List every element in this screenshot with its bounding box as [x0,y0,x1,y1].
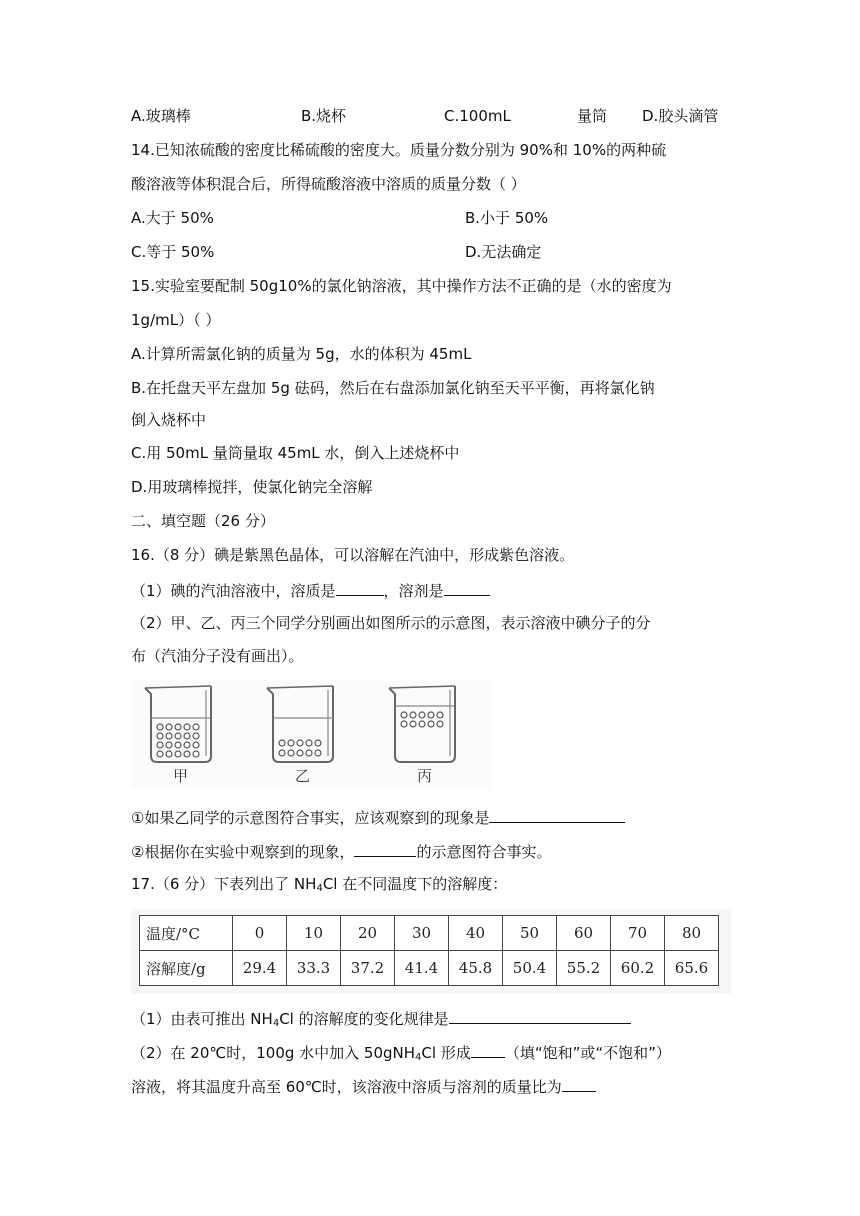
q14-option-a: A.大于 50% [131,209,214,227]
temperature-cell: 20 [341,916,395,951]
q17-ratio-blank[interactable] [562,1075,596,1092]
temperature-cell: 40 [449,916,503,951]
q14-option-b: B.小于 50% [465,209,549,227]
temperature-cell: 50 [503,916,557,951]
q17-part1-text-a: （1）由表可推出 NH [131,1010,273,1028]
beaker-label-bing: 丙 [417,767,433,785]
beaker-diagram [131,680,491,788]
q13-option-d: D.胶头滴管 [642,107,719,125]
q15-stem-line2: 1g/mL）（ ） [131,311,221,329]
q17-part3-text: 溶液，将其温度升高至 60℃时，该溶液中溶质与溶剂的质量比为 [131,1078,562,1096]
q17-part2-text-a: （2）在 20℃时，100g 水中加入 50gNH [131,1044,416,1062]
q17-part1-subscript: 4 [272,1018,280,1029]
solubility-header: 溶解度/g [140,951,233,986]
q17-part2-subscript: 4 [415,1052,422,1063]
q17-stem-text-a: 17.（6 分）下表列出了 NH [131,875,317,893]
beaker-label-yi: 乙 [295,767,311,785]
beaker-figure [131,680,491,788]
q16-part4-text-b: 的示意图符合事实。 [416,843,552,861]
temperature-header: 温度/°C [140,916,233,951]
q17-rule-blank[interactable] [449,1007,631,1024]
q16-stem: 16.（8 分）碘是紫黑色晶体，可以溶解在汽油中，形成紫色溶液。 [131,546,575,564]
q16-diagram-blank[interactable] [354,840,416,857]
beaker-jia-molecules [157,724,199,757]
temperature-cell: 10 [287,916,341,951]
q14-stem-line1: 14.已知浓硫酸的密度比稀硫酸的密度大。质量分数分别为 90%和 10%的两种硫 [131,141,667,159]
q16-part4 [131,840,551,862]
temperature-cell: 0 [233,916,287,951]
solubility-cell: 65.6 [665,951,719,986]
q17-stem-text-b: Cl 在不同温度下的溶解度： [322,875,508,893]
q17-saturation-blank[interactable] [471,1041,505,1058]
q14-option-d: D.无法确定 [465,243,542,261]
q16-part4-text-a: ②根据你在实验中观察到的现象， [131,843,355,861]
q16-solvent-blank[interactable] [444,579,490,596]
q16-phenomenon-blank[interactable] [489,806,625,823]
section-title: 二、填空题（26 分） [131,512,275,530]
solubility-cell: 60.2 [611,951,665,986]
q15-option-c: C.用 50mL 量筒量取 45mL 水，倒入上述烧杯中 [131,444,460,462]
q15-option-b-line2: 倒入烧杯中 [131,411,207,429]
q16-part1 [131,579,490,601]
solubility-cell: 50.4 [503,951,557,986]
solubility-cell: 33.3 [287,951,341,986]
q14-stem-line2: 酸溶液等体积混合后，所得硫酸溶液中溶质的质量分数（ ） [131,175,526,193]
q17-part1-text-b: Cl 的溶解度的变化规律是 [279,1010,449,1028]
q17-stem-subscript: 4 [316,883,323,894]
q13-option-c-unit: 量筒 [577,107,608,125]
q17-stem [131,874,507,899]
temperature-cell: 70 [611,916,665,951]
beaker-label-jia: 甲 [173,767,189,785]
q17-part3 [131,1075,596,1097]
q17-part2-text-b: Cl 形成 [421,1044,471,1062]
q13-option-a: A.玻璃棒 [131,107,191,125]
solubility-table [139,915,719,986]
q17-part1 [131,1007,631,1034]
solubility-cell: 55.2 [557,951,611,986]
q16-part2-line2: 布（汽油分子没有画出）。 [131,647,304,665]
temperature-cell: 30 [395,916,449,951]
q16-part2-line1: （2）甲、乙、丙三个同学分别画出如图所示的示意图，表示溶液中碘分子的分 [131,614,651,632]
solubility-cell: 37.2 [341,951,395,986]
temperature-row [140,916,719,951]
beaker-bing-molecules [401,712,443,727]
beaker-bing [389,686,455,762]
temperature-cell: 80 [665,916,719,951]
solubility-cell: 45.8 [449,951,503,986]
q17-part2-text-c: （填“饱和”或“不饱和”） [504,1044,671,1062]
q15-option-a: A.计算所需氯化钠的质量为 5g，水的体积为 45mL [131,345,472,363]
q16-part1-text-a: （1）碘的汽油溶液中，溶质是 [131,582,336,600]
solubility-table-wrapper [131,909,731,994]
q16-part1-text-b: ，溶剂是 [383,582,444,600]
solubility-row [140,951,719,986]
beaker-yi-molecules [279,740,321,756]
q13-option-b: B.烧杯 [301,107,347,125]
solubility-cell: 41.4 [395,951,449,986]
solubility-cell: 29.4 [233,951,287,986]
q16-part3-text: ①如果乙同学的示意图符合事实，应该观察到的现象是 [131,809,490,827]
q15-option-b-line1: B.在托盘天平左盘加 5g 砝码，然后在右盘添加氯化钠至天平平衡，再将氯化钠 [131,379,655,397]
temperature-cell: 60 [557,916,611,951]
q13-option-c: C.100mL [444,107,511,125]
q17-part2 [131,1041,671,1068]
q15-option-d: D.用玻璃棒搅拌，使氯化钠完全溶解 [131,478,373,496]
q15-stem-line1: 15.实验室要配制 50g10%的氯化钠溶液，其中操作方法不正确的是（水的密度为 [131,277,672,295]
q16-solute-blank[interactable] [336,579,384,596]
q14-option-c: C.等于 50% [131,243,215,261]
q16-part3 [131,806,625,828]
